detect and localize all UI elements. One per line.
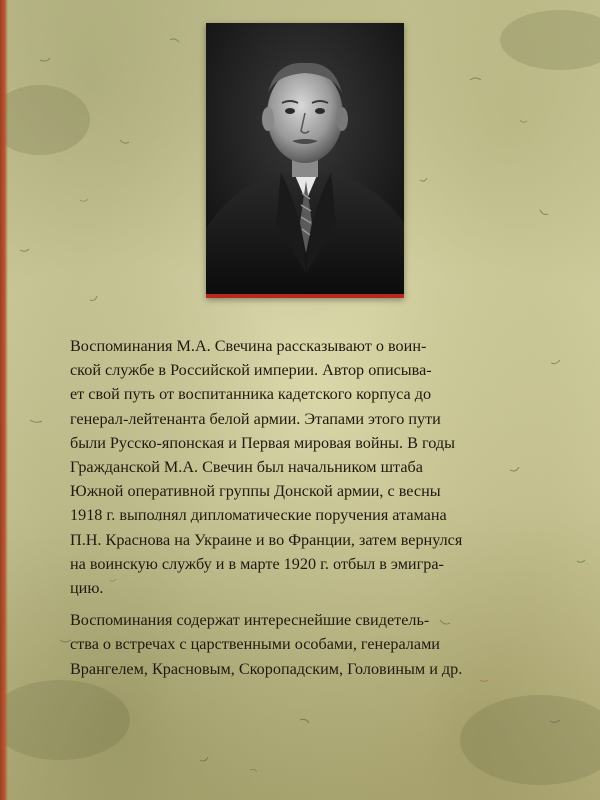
author-portrait <box>206 23 404 298</box>
annotation-paragraph-2: Воспоминания содержат интереснейшие свидетель- ства о встречах с царственными особами, генералами Врангелем, Красновым, Скоропадским, Головиным и др. <box>70 611 463 678</box>
cover-edge-stripe <box>0 0 8 800</box>
annotation-paragraph-1: Воспоминания М.А. Свечина рассказывают о воин- ской службе в Российской империи. Автор описыва- ет свой путь от воспитанника кадетского корпуса до генерал-лейтенанта белой армии. Этапами этого пути были Русско-японская и Первая мировая войны. В годы Гражданской М.А. Свечин был начальником штаба Южной оперативной группы Донской армии, с весны 1918 г. выполнял дипломатические поручения атамана П.Н. Краснова на Украине и во Франции, затем вернулся на воинскую службу и в марте 1920 г. отбыл в эмигра- цию. <box>70 337 463 598</box>
portrait-photo <box>206 23 404 294</box>
annotation-text <box>70 334 536 689</box>
